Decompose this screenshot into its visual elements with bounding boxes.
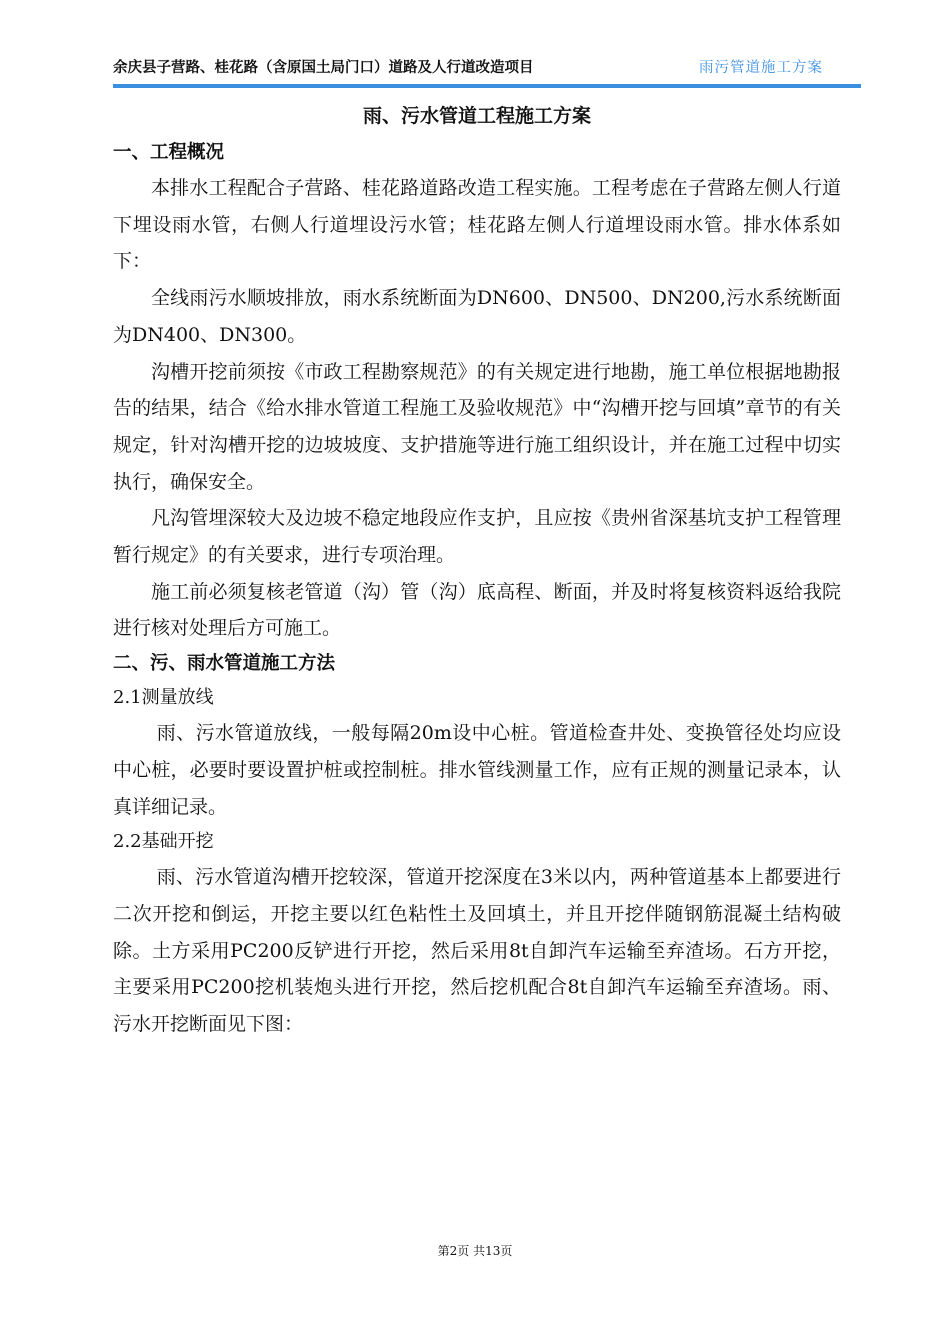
excavation-paragraph: 雨、污水管道沟槽开挖较深，管道开挖深度在3米以内，两种管道基本上都要进行二次开挖和倒运，开挖主要以红色粘性土及回填土，并且开挖伴随钢筋混凝土结构破除。土方采用PC200反铲进行开挖，然后采用8t自卸汽车运输至弃渣场。石方开挖，主要采用PC200挖机装炮头进行开挖，然后挖机配合8t自卸汽车运输至弃渣场。雨、污水开挖断面见下图： xyxy=(113,866,841,1036)
document-body xyxy=(113,100,841,1043)
overview-paragraph-1: 本排水工程配合子营路、桂花路道路改造工程实施。工程考虑在子营路左侧人行道下埋设雨水管，右侧人行道埋设污水管；桂花路左侧人行道埋设雨水管。排水体系如下： xyxy=(113,177,841,273)
overview-paragraph-5: 施工前必须复核老管道（沟）管（沟）底高程、断面，并及时将复核资料返给我院进行核对处理后方可施工。 xyxy=(113,580,841,640)
header-document-type: 雨污管道施工方案 xyxy=(699,60,823,76)
page-number: 第2页 共13页 xyxy=(437,1244,513,1258)
document-title: 雨、污水管道工程施工方案 xyxy=(362,105,591,127)
overview-paragraph-2: 全线雨污水顺坡排放，雨水系统断面为DN600、DN500、DN200,污水系统断面为DN400、DN300。 xyxy=(113,287,841,346)
header-project-name: 余庆县子营路、桂花路（含原国土局门口）道路及人行道改造项目 xyxy=(113,60,534,76)
section-heading-methods: 二、污、雨水管道施工方法 xyxy=(113,653,336,675)
survey-paragraph: 雨、污水管道放线，一般每隔20m设中心桩。管道检查井处、变换管径处均应设中心桩，必要时要设置护桩或控制桩。排水管线测量工作，应有正规的测量记录本，认真详细记录。 xyxy=(113,722,841,818)
header-divider xyxy=(113,84,861,88)
section-heading-overview: 一、工程概况 xyxy=(113,142,225,163)
subsection-heading-survey: 2.1测量放线 xyxy=(113,687,214,709)
overview-paragraph-3: 沟槽开挖前须按《市政工程勘察规范》的有关规定进行地勘，施工单位根据地勘报告的结果，结合《给水排水管道工程施工及验收规范》中“沟槽开挖与回填”章节的有关规定，针对沟槽开挖的边坡坡度、支护措施等进行施工组织设计，并在施工过程中切实执行，确保安全。 xyxy=(113,360,841,493)
overview-paragraph-4: 凡沟管埋深较大及边坡不稳定地段应作支护，且应按《贵州省深基坑支护工程管理暂行规定》的有关要求，进行专项治理。 xyxy=(113,507,841,567)
subsection-heading-excavation: 2.2基础开挖 xyxy=(113,831,214,853)
